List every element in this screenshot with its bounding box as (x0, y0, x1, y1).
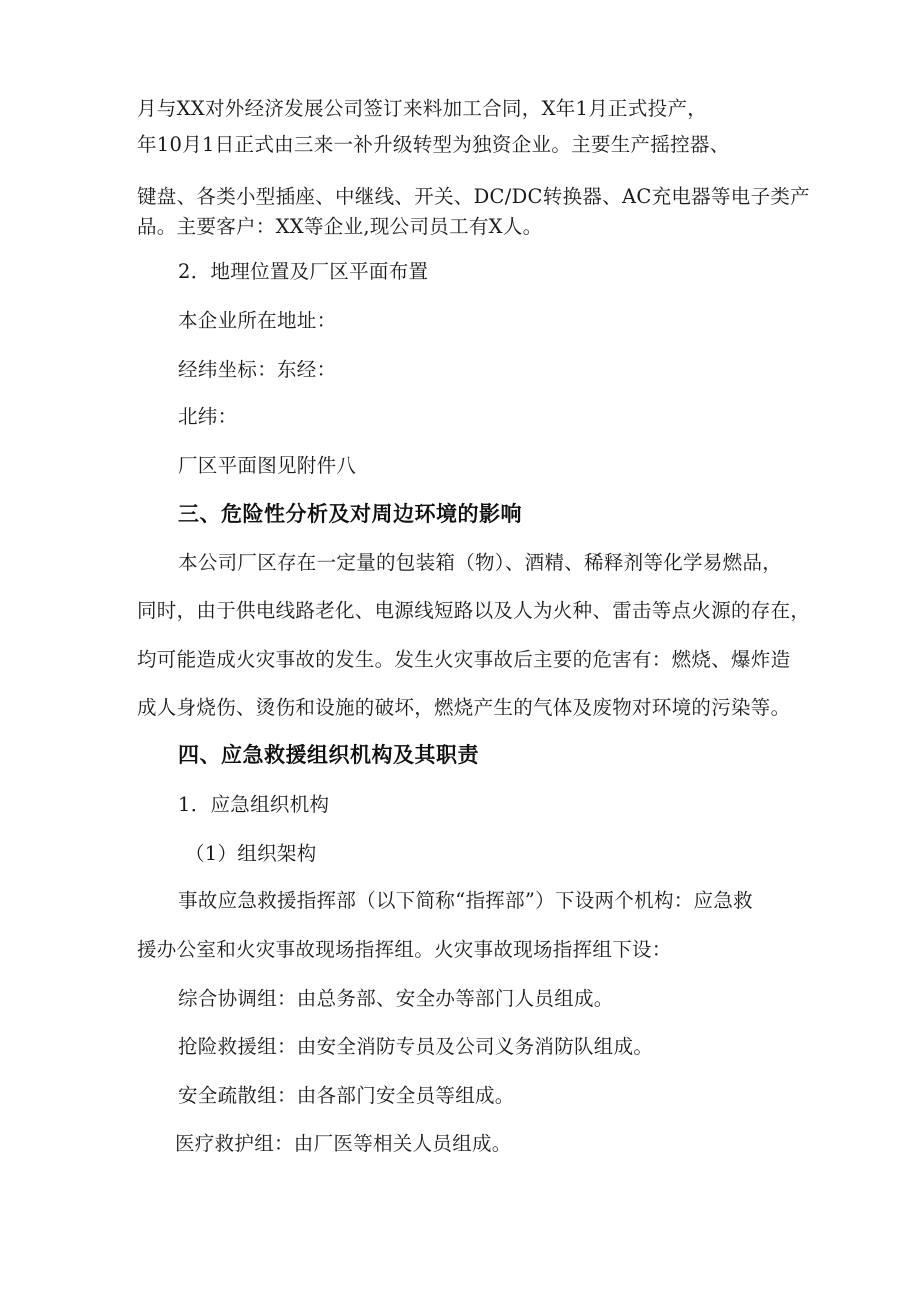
intro-line-2: 年10月1日正式由三来一补升级转型为独资企业。主要生产摇控器、 (137, 133, 730, 156)
section-4-heading: 四、应急救援组织机构及其职责 (178, 743, 479, 767)
section-3-heading: 三、危险性分析及对周边环境的影响 (178, 502, 522, 526)
group-coordination: 综合协调组：由总务部、安全办等部门人员组成。 (178, 987, 614, 1010)
geo-longitude: 经纬坐标：东经： (178, 358, 337, 381)
geo-latitude: 北纬： (178, 405, 238, 428)
section-4-para-line-1: 事故应急救援指挥部（以下简称“指挥部”）下设两个机构：应急救 (178, 889, 753, 912)
geo-address: 本企业所在地址： (178, 309, 337, 332)
group-medical: 医疗救护组：由厂医等相关人员组成。 (175, 1132, 512, 1155)
intro-line-3: 键盘、各类小型插座、中继线、开关、DC/DC转换器、AC充电器等电子类产 (137, 185, 810, 208)
section-3-para-line-3: 均可能造成火灾事故的发生。发生火灾事故后主要的危害有：燃烧、爆炸造 (137, 648, 791, 671)
section-4-subheading: 1．应急组织机构 (178, 793, 330, 816)
geo-plan: 厂区平面图见附件八 (178, 454, 357, 477)
group-rescue: 抢险救援组：由安全消防专员及公司义务消防队组成。 (178, 1035, 654, 1058)
intro-line-4: 品。主要客户：XX等企业,现公司员工有X人。 (137, 215, 543, 238)
section-3-para-line-1: 本公司厂区存在一定量的包装箱（物）、酒精、稀释剂等化学易燃品， (178, 551, 783, 574)
group-evacuation: 安全疏散组：由各部门安全员等组成。 (178, 1084, 515, 1107)
section-3-para-line-2: 同时，由于供电线路老化、电源线短路以及人为火种、雷击等点火源的存在， (137, 599, 811, 622)
section-3-para-line-4: 成人身烧伤、烫伤和设施的破坏，燃烧产生的气体及废物对环境的污染等。 (137, 696, 791, 719)
section-4-sub-subheading: （1）组织架构 (185, 842, 317, 865)
intro-line-1: 月与XX对外经济发展公司签订来料加工合同，X年1月正式投产， (137, 97, 708, 120)
section-4-para-line-2: 援办公室和火灾事故现场指挥组。火灾事故现场指挥组下设： (137, 938, 672, 961)
geo-section-title: 2．地理位置及厂区平面布置 (178, 260, 429, 283)
